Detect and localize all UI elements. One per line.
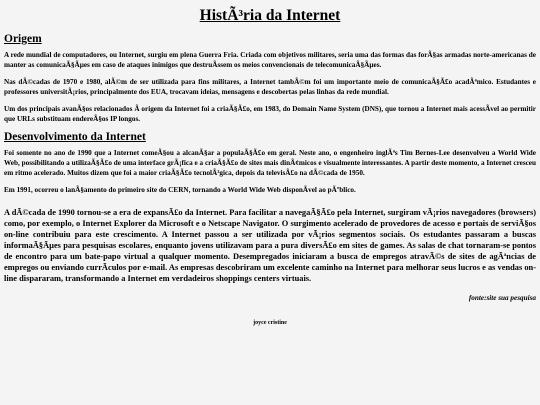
section-heading-origem: Origem (4, 33, 42, 45)
section-heading-desenvolvimento: Desenvolvimento da Internet (4, 131, 146, 143)
desenvolvimento-paragraph-1: Foi somente no ano de 1990 que a Internet comeÃ§ou a alcanÃ§ar a populaÃ§Ã£o em geral. Neste ano, o engenheiro inglÃªs Tim Bernes-Lee desenvolveu a World Wide Web, possibilitando a utilizaÃ§Ã£o de uma interface grÃ¡fica e a criaÃ§Ã£o de sites mais dinÃ¢micos e visualmente interessantes. A partir deste momento, a Internet cresceu em ritmo acelerado. Muitos dizem que foi a maior criaÃ§Ã£o tecnolÃ³gica, depois da televisÃ£o na dÃ©cada de 1950. (4, 149, 536, 177)
closing-paragraph: A dÃ©cada de 1990 tornou-se a era de expansÃ£o da Internet. Para facilitar a navegaÃ§Ã£o pela Internet, surgiram vÃ¡rios navegadores (browsers) como, por exemplo, o Internet Explorer da Microsoft e o Netscape Navigator. O surgimento acelerado de provedores de acesso e portais de serviÃ§os on-line contribuiu para este crescimento. A Internet passou a ser utilizada por vÃ¡rios segmentos sociais. Os estudantes passaram a buscas informaÃ§Ãµes para pesquisas escolares, enquanto jovens utilizavam para a pura diversÃ£o em sites de games. As salas de chat tornaram-se pontos de encontro para um bate-papo virtual a qualquer momento. Desempregados iniciaram a busca de empregos atravÃ©s de sites de agÃªncias de empregos ou enviando currÃculos por e-mail. As empresas descobriram um excelente caminho na Internet para melhorar seus lucros e as vendas on-line dispararam, transformando a Internet em verdadeiros shoppings centers virtuais. (4, 208, 536, 283)
origem-paragraph-1: A rede mundial de computadores, ou Internet, surgiu em plena Guerra Fria. Criada com objetivos militares, seria uma das formas das forÃ§as armadas norte-americanas de manter as comunicaÃ§Ãµes em caso de ataques inimigos que destruÃssem os meios convencionais de telecomunicaÃ§Ãµes. (4, 51, 536, 69)
origem-paragraph-2: Nas dÃ©cadas de 1970 e 1980, alÃ©m de ser utilizada para fins militares, a Internet tambÃ©m foi um importante meio de comunicaÃ§Ã£o acadÃªmico. Estudantes e professores universitÃ¡rios, principalmente dos EUA, trocavam ideias, mensagens e descobertas pelas linhas da rede mundial. (4, 78, 536, 96)
desenvolvimento-paragraph-2: Em 1991, ocorreu o lanÃ§amento do primeiro site do CERN, tornando a World Wide Web disponÃvel ao pÃºblico. (4, 186, 356, 194)
origem-paragraph-3: Um dos principais avanÃ§os relacionados Ã origem da Internet foi a criaÃ§Ã£o, em 1983, do Domain Name System (DNS), que tornou a Internet mais acessÃvel ao permitir que URLs substituam endereÃ§os IP longos. (4, 105, 536, 123)
author-name: joyce cristine (253, 320, 287, 326)
page-title-text: HistÃ³ria da Internet (199, 7, 341, 24)
page-title (4, 7, 536, 25)
source-credit: fonte:site sua pesquisa (468, 294, 536, 302)
